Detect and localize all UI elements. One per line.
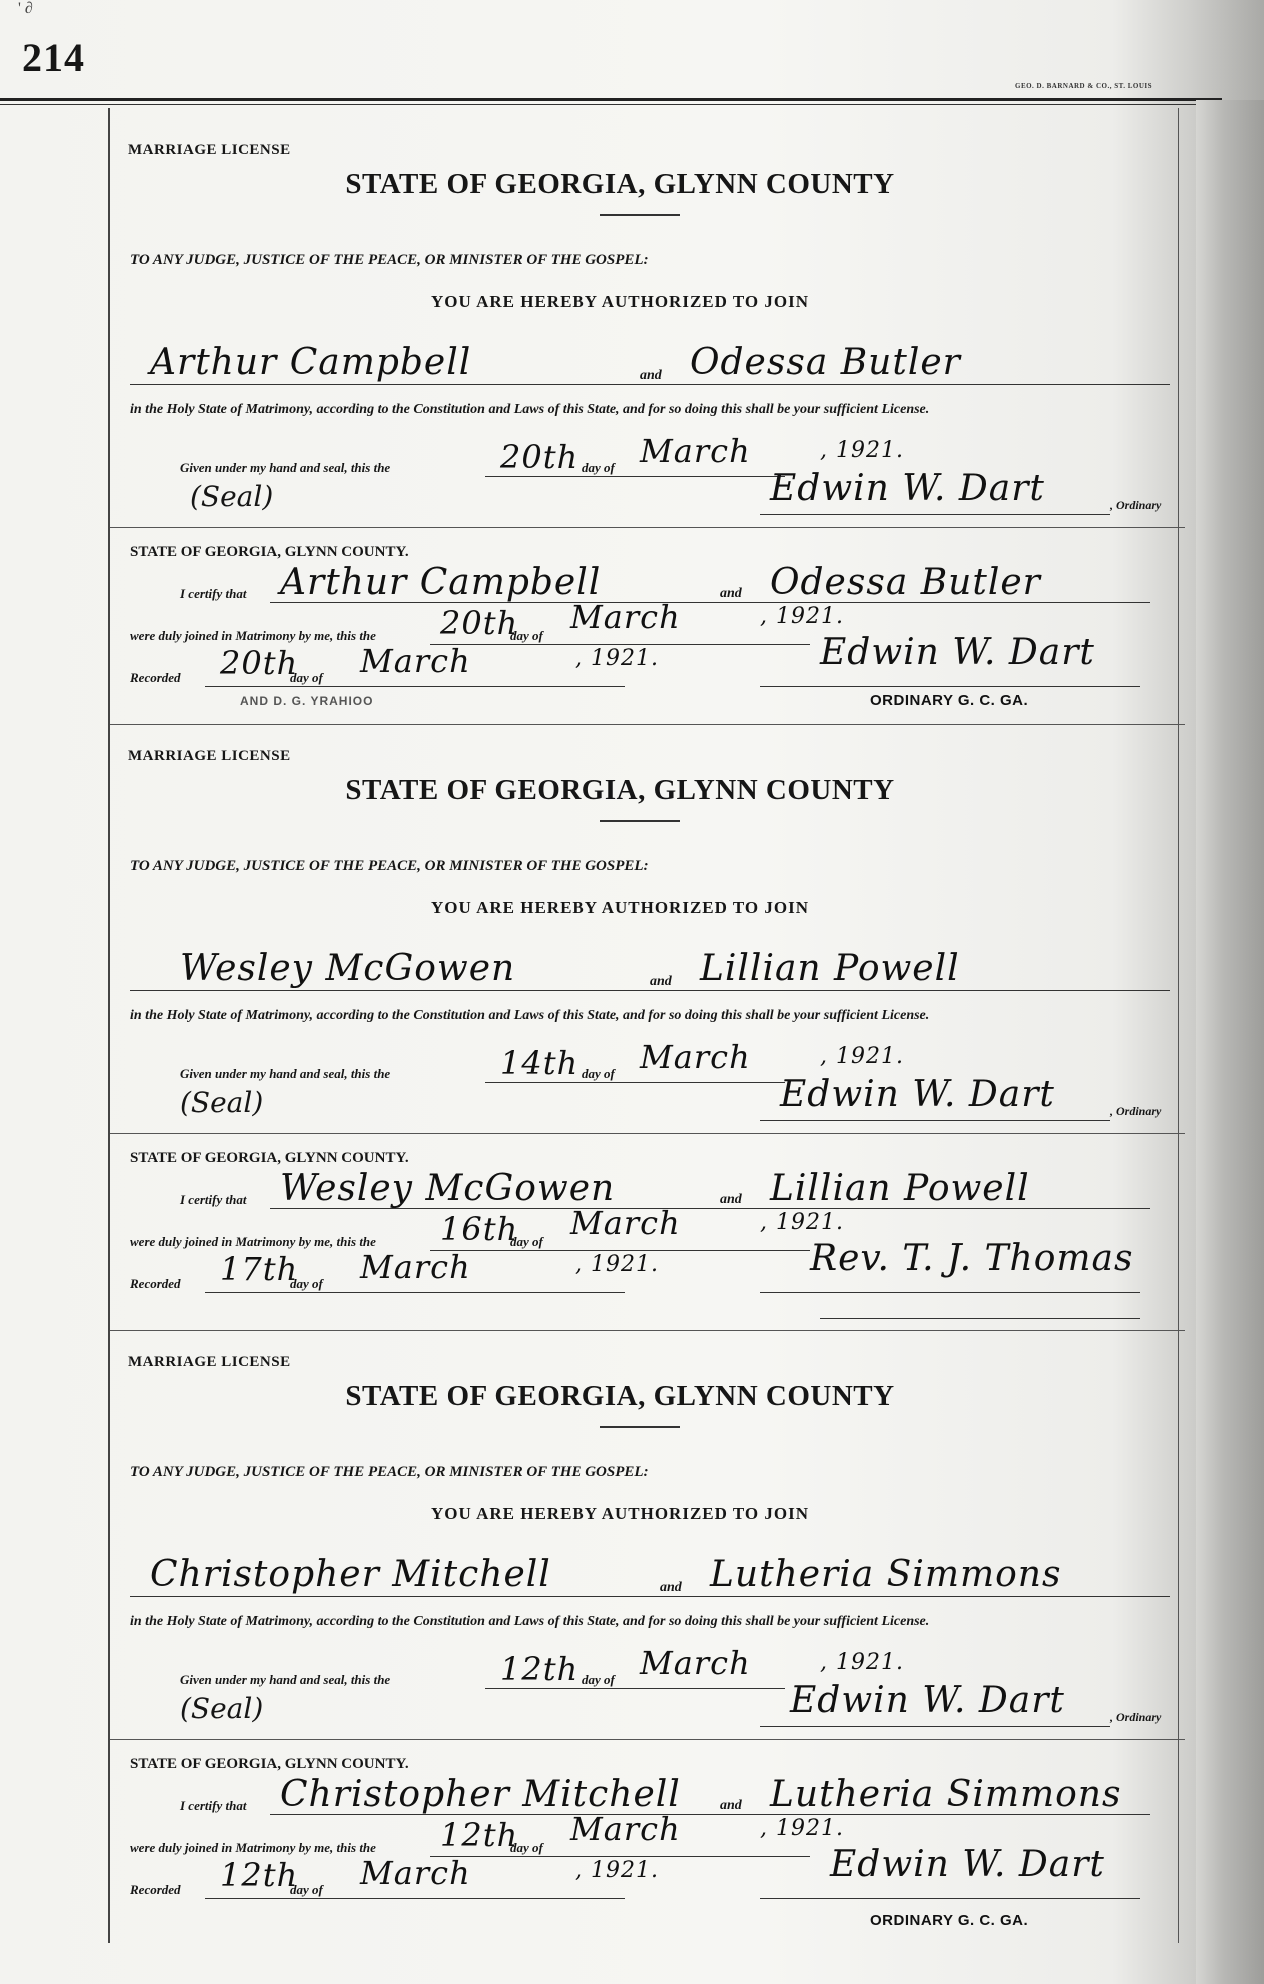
given-day: 20th	[500, 438, 579, 476]
recorded-month: March	[360, 1854, 471, 1892]
cert-groom-name: Christopher Mitchell	[280, 1774, 681, 1815]
joined-line	[430, 644, 810, 645]
issuer-line	[760, 1726, 1110, 1727]
recorded-label: Recorded	[130, 1882, 181, 1897]
given-year: , 1921.	[820, 1044, 904, 1069]
recorded-day: 17th	[220, 1250, 299, 1288]
left-margin-rule	[108, 108, 110, 1943]
cert-bride-name: Lutheria Simmons	[770, 1774, 1122, 1815]
officiant-signature: Rev. T. J. Thomas	[810, 1238, 1134, 1279]
recorded-year: , 1921.	[575, 1858, 659, 1883]
joined-day: 16th	[440, 1210, 519, 1248]
recorded-line	[205, 1898, 625, 1899]
cert-and-label: and	[720, 1798, 742, 1813]
officiant-line	[760, 686, 1140, 687]
groom-name: Wesley McGowen	[180, 948, 516, 989]
bride-name: Odessa Butler	[690, 342, 961, 383]
recorded-day-of: day of	[290, 670, 323, 685]
given-year: , 1921.	[820, 1650, 904, 1675]
section-divider	[110, 1133, 1185, 1134]
authorized-line: YOU ARE HEREBY AUTHORIZED TO JOIN	[431, 898, 809, 917]
seal-mark: (Seal)	[180, 1086, 264, 1119]
day-of-label: day of	[582, 460, 615, 475]
cert-heading: STATE OF GEORGIA, GLYNN COUNTY.	[130, 1756, 409, 1772]
heading-rule	[600, 1426, 680, 1428]
issuer-line	[760, 514, 1110, 515]
joined-month: March	[570, 1810, 681, 1848]
joined-year: , 1921.	[760, 1816, 844, 1841]
issuer-signature: Edwin W. Dart	[780, 1074, 1055, 1115]
day-of-label: day of	[582, 1672, 615, 1687]
recorded-day-of: day of	[290, 1276, 323, 1291]
bride-name: Lillian Powell	[700, 948, 960, 989]
names-line	[130, 384, 1170, 385]
recorded-label: Recorded	[130, 1276, 181, 1291]
to-officials-line: TO ANY JUDGE, JUSTICE OF THE PEACE, OR MINISTER OF THE GOSPEL:	[130, 252, 649, 268]
top-edge-marks: ' ∂	[18, 0, 33, 17]
joined-day: 20th	[440, 604, 519, 642]
joined-year: , 1921.	[760, 604, 844, 629]
joined-day-of: day of	[510, 1234, 543, 1249]
recorded-line	[205, 686, 625, 687]
recorded-month: March	[360, 642, 471, 680]
cert-heading: STATE OF GEORGIA, GLYNN COUNTY.	[130, 1150, 409, 1166]
issuer-signature: Edwin W. Dart	[770, 468, 1045, 509]
cert-and-label: and	[720, 1192, 742, 1207]
page-number: 214	[22, 35, 85, 80]
ordinary-stamp: ORDINARY G. C. GA.	[870, 692, 1029, 709]
given-day: 14th	[500, 1044, 579, 1082]
officiant-line	[760, 1898, 1140, 1899]
heading-rule	[600, 820, 680, 822]
joined-line	[430, 1856, 810, 1857]
issuer-signature: Edwin W. Dart	[790, 1680, 1065, 1721]
top-rule-thin	[0, 104, 1222, 105]
record-end-divider	[110, 1330, 1185, 1331]
given-month: March	[640, 432, 751, 470]
recorded-label: Recorded	[130, 670, 181, 685]
license-body-text: in the Holy State of Matrimony, according to the Constitution and Laws of this State, and for so doing this shall be your sufficient License.	[130, 1614, 930, 1629]
given-prefix: Given under my hand and seal, this the	[180, 460, 391, 475]
authorized-line: YOU ARE HEREBY AUTHORIZED TO JOIN	[431, 292, 809, 311]
given-prefix: Given under my hand and seal, this the	[180, 1066, 391, 1081]
license-body-text: in the Holy State of Matrimony, according to the Constitution and Laws of this State, and for so doing this shall be your sufficient License.	[130, 402, 930, 417]
cert-and-label: and	[720, 586, 742, 601]
license-body-text: in the Holy State of Matrimony, according to the Constitution and Laws of this State, and for so doing this shall be your sufficient License.	[130, 1008, 930, 1023]
recorded-month: March	[360, 1248, 471, 1286]
groom-name: Christopher Mitchell	[150, 1554, 551, 1595]
officiant-line	[760, 1292, 1140, 1293]
joined-prefix: were duly joined in Matrimony by me, this the	[130, 1840, 376, 1855]
top-rule	[0, 98, 1222, 101]
recorded-day: 20th	[220, 644, 299, 682]
cert-names-line	[270, 1814, 1150, 1815]
seal-mark: (Seal)	[180, 1692, 264, 1725]
given-line	[485, 476, 785, 477]
cert-groom-name: Arthur Campbell	[280, 562, 602, 603]
ordinary-stamp: ORDINARY G. C. GA.	[870, 1912, 1029, 1929]
given-day: 12th	[500, 1650, 579, 1688]
to-officials-line: TO ANY JUDGE, JUSTICE OF THE PEACE, OR MINISTER OF THE GOSPEL:	[130, 858, 649, 874]
recorded-day: 12th	[220, 1856, 299, 1894]
joined-day-of: day of	[510, 628, 543, 643]
ordinary-title: , Ordinary	[1110, 498, 1162, 512]
officiant-signature: Edwin W. Dart	[820, 632, 1095, 673]
joined-month: March	[570, 598, 681, 636]
given-month: March	[640, 1644, 751, 1682]
bride-name: Lutheria Simmons	[710, 1554, 1062, 1595]
officiant-signature: Edwin W. Dart	[830, 1844, 1105, 1885]
joined-month: March	[570, 1204, 681, 1242]
cert-groom-name: Wesley McGowen	[280, 1168, 616, 1209]
recorded-year: , 1921.	[575, 646, 659, 671]
record-heading: STATE OF GEORGIA, GLYNN COUNTY	[345, 774, 895, 806]
section-divider	[110, 527, 1185, 528]
cert-bride-name: Odessa Butler	[770, 562, 1041, 603]
given-line	[485, 1688, 785, 1689]
faint-stamp: AND D. G. YRAHIOO	[240, 694, 374, 708]
page-gutter-shadow	[1196, 100, 1264, 1984]
day-of-label: day of	[582, 1066, 615, 1081]
recorded-line	[205, 1292, 625, 1293]
ordinary-title: , Ordinary	[1110, 1710, 1162, 1724]
certify-label: I certify that	[180, 586, 247, 601]
recorded-year: , 1921.	[575, 1252, 659, 1277]
joined-year: , 1921.	[760, 1210, 844, 1235]
license-label: MARRIAGE LICENSE	[128, 142, 291, 158]
marriage-record-3	[120, 1354, 1180, 1962]
joined-prefix: were duly joined in Matrimony by me, this the	[130, 628, 376, 643]
issuer-line	[760, 1120, 1110, 1121]
groom-name: Arthur Campbell	[150, 342, 472, 383]
heading-rule	[600, 214, 680, 216]
stamp-line	[820, 1318, 1140, 1319]
names-line	[130, 990, 1170, 991]
record-heading: STATE OF GEORGIA, GLYNN COUNTY	[345, 1380, 895, 1412]
record-end-divider	[110, 724, 1185, 725]
cert-heading: STATE OF GEORGIA, GLYNN COUNTY.	[130, 544, 409, 560]
license-label: MARRIAGE LICENSE	[128, 1354, 291, 1370]
marriage-record-2	[120, 748, 1180, 1356]
names-line	[130, 1596, 1170, 1597]
certify-label: I certify that	[180, 1798, 247, 1813]
cert-names-line	[270, 602, 1150, 603]
recorded-day-of: day of	[290, 1882, 323, 1897]
cert-names-line	[270, 1208, 1150, 1209]
given-prefix: Given under my hand and seal, this the	[180, 1672, 391, 1687]
ordinary-title: , Ordinary	[1110, 1104, 1162, 1118]
marriage-record-1	[120, 142, 1180, 750]
certify-label: I certify that	[180, 1192, 247, 1207]
record-heading: STATE OF GEORGIA, GLYNN COUNTY	[345, 168, 895, 200]
given-year: , 1921.	[820, 438, 904, 463]
and-label: and	[640, 368, 662, 383]
joined-day-of: day of	[510, 1840, 543, 1855]
joined-day: 12th	[440, 1816, 519, 1854]
given-month: March	[640, 1038, 751, 1076]
cert-bride-name: Lillian Powell	[770, 1168, 1030, 1209]
joined-prefix: were duly joined in Matrimony by me, this the	[130, 1234, 376, 1249]
section-divider	[110, 1739, 1185, 1740]
and-label: and	[660, 1580, 682, 1595]
joined-line	[430, 1250, 810, 1251]
license-label: MARRIAGE LICENSE	[128, 748, 291, 764]
seal-mark: (Seal)	[190, 480, 274, 513]
to-officials-line: TO ANY JUDGE, JUSTICE OF THE PEACE, OR MINISTER OF THE GOSPEL:	[130, 1464, 649, 1480]
given-line	[485, 1082, 785, 1083]
printer-mark: GEO. D. BARNARD & CO., ST. LOUIS	[1015, 82, 1153, 90]
and-label: and	[650, 974, 672, 989]
authorized-line: YOU ARE HEREBY AUTHORIZED TO JOIN	[431, 1504, 809, 1523]
